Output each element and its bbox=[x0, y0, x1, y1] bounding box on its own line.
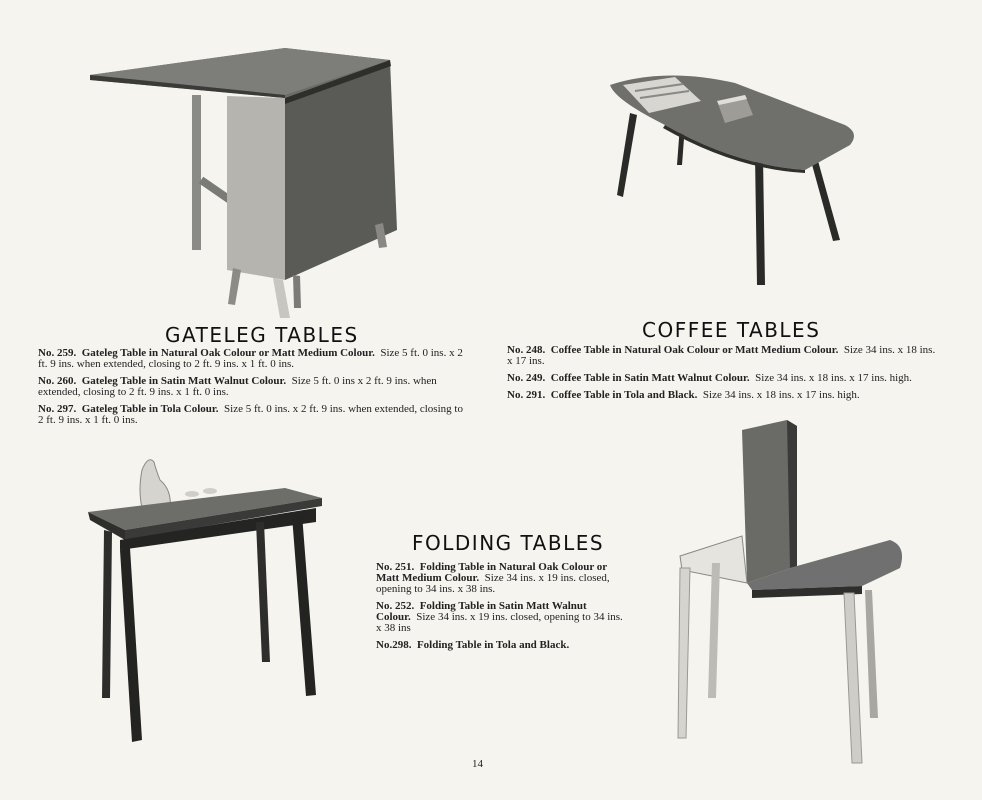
coffee-tables-heading: COFFEE TABLES bbox=[642, 318, 821, 342]
folding-table-open-illustration bbox=[672, 418, 912, 773]
list-item: No. 252. Folding Table in Satin Matt Walnut Colour. Size 34 ins. x 19 ins. closed, opening to 34 ins. x 38 ins bbox=[376, 600, 623, 634]
list-item: No. 297. Gateleg Table in Tola Colour. Size 5 ft. 0 ins. x 2 ft. 9 ins. when extended, closing to 2 ft. 9 ins. x 1 ft. 0 ins. bbox=[38, 403, 463, 426]
gateleg-tables-heading: GATELEG TABLES bbox=[165, 323, 359, 347]
coffee-table-illustration bbox=[605, 65, 865, 295]
folding-tables-heading: FOLDING TABLES bbox=[412, 531, 605, 555]
folding-table-closed-illustration bbox=[80, 450, 330, 750]
folding-tables-description bbox=[376, 562, 624, 657]
list-item: No.298. Folding Table in Tola and Black. bbox=[376, 639, 570, 651]
gateleg-table-illustration bbox=[85, 40, 405, 320]
page-number: 14 bbox=[472, 758, 483, 770]
list-item: No. 248. Coffee Table in Natural Oak Colour or Matt Medium Colour. Size 34 ins. x 18 ins. x 17 ins. bbox=[507, 344, 936, 367]
gateleg-tables-description bbox=[38, 348, 468, 432]
list-item: No. 291. Coffee Table in Tola and Black. Size 34 ins. x 18 ins. x 17 ins. high. bbox=[507, 389, 860, 401]
list-item: No. 251. Folding Table in Natural Oak Colour or Matt Medium Colour. Size 34 ins. x 19 ins. closed, opening to 34 ins. x 38 ins. bbox=[376, 561, 610, 595]
list-item: No. 249. Coffee Table in Satin Matt Walnut Colour. Size 34 ins. x 18 ins. x 17 ins. high. bbox=[507, 372, 912, 384]
coffee-tables-description bbox=[507, 345, 937, 407]
list-item: No. 259. Gateleg Table in Natural Oak Colour or Matt Medium Colour. Size 5 ft. 0 ins. x 2 ft. 9 ins. when extended, closing to 2 ft. 9 ins. x 1 ft. 0 ins. bbox=[38, 347, 463, 370]
list-item: No. 260. Gateleg Table in Satin Matt Walnut Colour. Size 5 ft. 0 ins x 2 ft. 9 ins. when extended, closing to 2 ft. 9 ins. x 1 ft. 0 ins. bbox=[38, 375, 437, 398]
